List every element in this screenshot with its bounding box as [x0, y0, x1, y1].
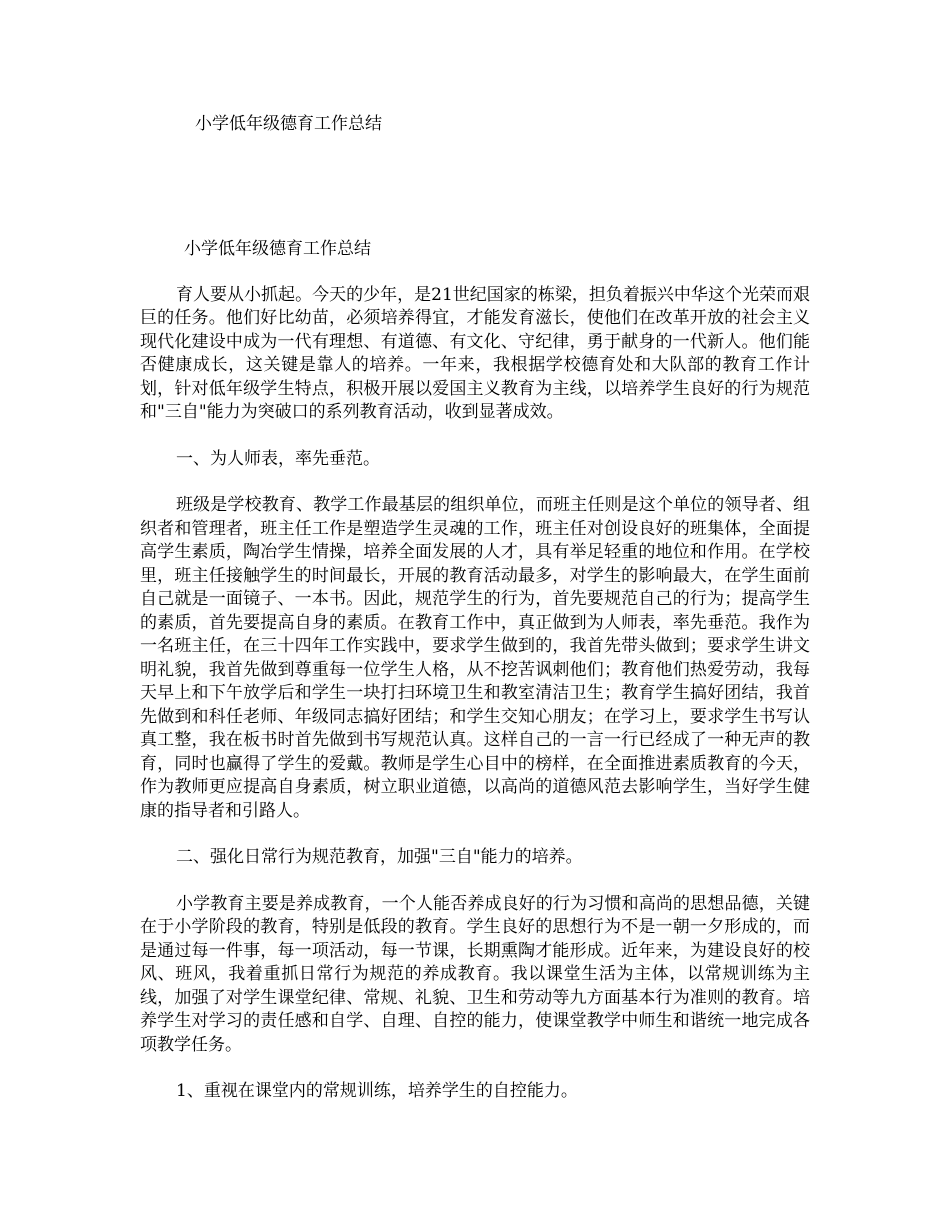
paragraph-behavior: 小学教育主要是养成教育，一个人能否养成良好的行为习惯和高尚的思想品德，关键在于小学阶段的教育，特别是低段的教育。学生良好的思想行为不是一朝一夕形成的，而是通过每一件事，每一项活动，每一节课，长期熏陶才能形成。近年来，为建设良好的校风、班风，我着重抓日常行为规范的养成教育。我以课堂生活为主体，以常规训练为主线，加强了对学生课堂纪律、常规、礼貌、卫生和劳动等九方面基本行为准则的教育。培养学生对学习的责任感和自学、自理、自控的能力，使课堂教学中师生和谐统一地完成各项教学任务。: [140, 893, 810, 1055]
section-heading-1: 一、为人师表，率先垂范。: [176, 448, 380, 469]
subsection-heading-1: 1、重视在课堂内的常规训练，培养学生的自控能力。: [176, 1081, 578, 1101]
document-body: [140, 238, 810, 1127]
paragraph-role-model: 班级是学校教育、教学工作最基层的组织单位，而班主任则是这个单位的领导者、组织者和管理者，班主任工作是塑造学生灵魂的工作，班主任对创设良好的班集体，全面提高学生素质，陶冶学生情操，培养全面发展的人才，具有举足轻重的地位和作用。在学校里，班主任接触学生的时间最长，开展的教育活动最多，对学生的影响最大，在学生面前自己就是一面镜子、一本书。因此，规范学生的行为，首先要规范自己的行为；提高学生的素质，首先要提高自身的素质。在教育工作中，真正做到为人师表，率先垂范。我作为一名班主任，在三十四年工作实践中，要求学生做到的，我首先带头做到；要求学生讲文明礼貌，我首先做到尊重每一位学生人格，从不挖苦讽刺他们；教育他们热爱劳动，我每天早上和下午放学后和学生一块打扫环境卫生和教室清洁卫生；教育学生搞好团结，我首先做到和科任老师、年级同志搞好团结；和学生交知心朋友；在学习上，要求学生书写认真工整，我在板书时首先做到书写规范认真。这样自己的一言一行已经成了一种无声的教育，同时也赢得了学生的爱戴。教师是学生心目中的榜样，在全面推进素质教育的今天，作为教师更应提高自身素质，树立职业道德，以高尚的道德风范去影响学生，当好学生健康的指导者和引路人。: [140, 495, 810, 821]
paragraph-intro: 育人要从小抓起。今天的少年，是21世纪国家的栋梁，担负着振兴中华这个光荣而艰巨的任务。他们好比幼苗，必须培养得宜，才能发育滋长，使他们在改革开放的社会主义现代化建设中成为一代有理想、有道德、有文化、守纪律，勇于献身的一代新人。他们能否健康成长，这关键是靠人的培养。一年来，我根据学校德育处和大队部的教育工作计划，针对低年级学生特点，积极开展以爱国主义教育为主线，以培养学生良好的行为规范和"三自"能力为突破口的系列教育活动，收到显著成效。: [140, 284, 810, 422]
document-heading: 小学低年级德育工作总结: [184, 239, 371, 259]
cover-title: 小学低年级德育工作总结: [195, 114, 382, 134]
section-heading-2: 二、强化日常行为规范教育，加强"三自"能力的培养。: [176, 847, 583, 867]
